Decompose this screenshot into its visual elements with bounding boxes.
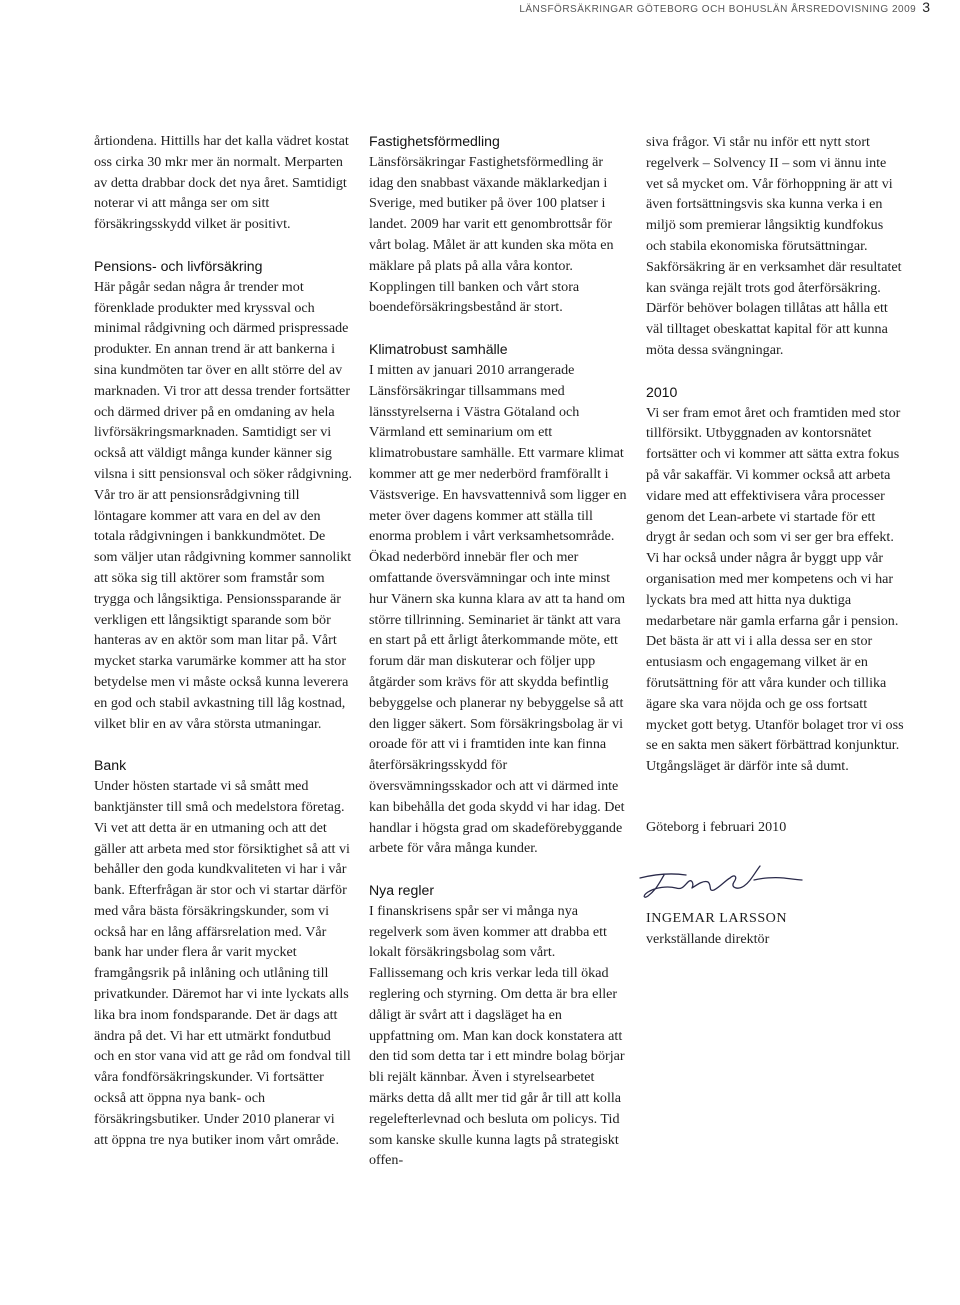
year-paragraph: Vi ser fram emot året och framtiden med stor tillförsikt. Utbyggnaden av kontorsnätet fortsätter och vi kommer att sätta extra fokus på vår sakaffär. Vi kommer också att arbeta vidare med att effektivisera våra processer genom det Lean-arbete vi startade för ett drygt år sedan och som vi ser ger bra effekt. Vi har också under några år byggt upp vår organisation med mer kompetens och vi har lyckats bra med att hitta nya duktiga medarbetare när gamla erfarna går i pension. Det bästa är att vi i alla dessa ser en stor entusiasm och engagemang vilket är en förutsättning för att våra kunder och tillika ägare ska vara nöjda och ge oss fortsatt mycket gott betyg. Utanför bolaget tror vi oss se en sakta men säkert förbättrad konjunktur. Utgångsläget är därför inte så dumt. (646, 404, 904, 775)
year-heading: 2010 (646, 383, 678, 400)
running-header (519, 0, 930, 17)
place-date: Göteborg i februari 2010 (646, 818, 787, 835)
klimat-paragraph: I mitten av januari 2010 arrangerade Länsförsäkringar tillsammans med länsstyrelserna i Västra Götaland och Värmland ett seminarium om ett klimatrobustare samhälle. Ett varmare klimat kommer att ge mer nederbörd framförallt i Västsverige. En havsvattennivå som ligger en meter över dagens kommer att ställa till enorma problem i vårt verksamhetsområde. Ökad nederbörd innebär fler och mer omfattande översvämningar och inte minst hur Vänern ska kunna klara av att ta hand om större tillrinning. Seminariet är tänkt att vara en start på ett årligt återkommande möte, ett forum där man diskuterar och följer upp åtgärder som krävs för att skydda befintlig bebyggelse och planerar ny bebyggelse så att den ligger säkert. Som försäkringsbolag är vi oroade för att vi i framtiden inte kan finna återförsäkringsskydd för översvämningsskador och att vi därmed inte kan bibehålla det goda skydd vi har idag. Det handlar i högsta grad om skadeförebyggande arbete för våra många kunder. (369, 361, 627, 857)
fastighet-heading: Fastighetsförmedling (369, 133, 500, 149)
continued-paragraph: siva frågor. Vi står nu inför ett nytt stort regelverk – Solvency II – som vi ännu inte vet så mycket om. Vår förhoppning är att vi även fortsättningsvis ska kunna verka i en miljö som premierar långsiktig kundfokus och stabila ekonomiska förutsättningar. Sakförsäkring är en verksamhet där resultatet kan svänga rejält trots god återförsäkring. Därför behöver bolagen tillåtas att hålla ett väl tilltaget obeskattat kapital för att kunna möta dessa svängningar. (646, 134, 902, 358)
signer-name: INGEMAR LARSSON (646, 909, 788, 926)
page-number: 3 (922, 0, 930, 15)
pension-paragraph: Här pågår sedan några år trender mot förenklade produkter med kryssval och minimal rådgivning och därmed prispressade produkter. En annan trend är att bankerna i sina kundmöten tar över en allt större del av marknaden. Vi tror att dessa trender fortsätter och därmed driver på en omdaning av hela livförsäkringsmarknaden. Samtidigt ser vi också att väldigt många kunder känner sig vilsna i sitt pensionsval och söker rådgivning. Vår tro är att pensionsrådgivning till löntagare kommer att vara en del av den totala rådgivningen i bankkundmötet. De som väljer utan rådgivning kommer sannolikt att söka sig till aktörer som framstår som trygga och långsiktiga. Pensionssparande är verkligen ett långsiktigt sparande som bör hanteras av en aktör som man litar på. Vårt mycket starka varumärke kommer att ha stor betydelse men vi måste också kunna leverera en god och stabil avkastning till låg kostnad, vilket blir en av våra största utmaningar. (94, 278, 352, 732)
klimat-heading: Klimatrobust samhälle (369, 341, 508, 358)
regler-paragraph: I finanskrisens spår ser vi många nya regelverk som även kommer att drabba ett lokalt försäkringsbolag som vårt. Fallissemang och kris verkar leda till ökad reglering och styrning. Om detta är bra eller dåligt är svårt att i dagsläget ha en uppfattning om. Man kan dock konstatera att den tid som detta tar i ett mindre bolag börjar bli rejält kännbar. Även i styrelsearbetet märks detta då allt mer tid går år till att kolla regelefterlevnad och besluta om policys. Tid som kanske skulle kunna lagts på strategiskt offen- (369, 902, 625, 1169)
bank-heading: Bank (94, 757, 127, 774)
pension-heading: Pensions- och livförsäkring (94, 257, 263, 274)
signer-title: verkställande direktör (646, 930, 770, 947)
text-column-1 (94, 131, 352, 1150)
running-title: LÄNSFÖRSÄKRINGAR GÖTEBORG OCH BOHUSLÄN ÅRSREDOVISNING 2009 (519, 4, 917, 15)
bank-paragraph: Under hösten startade vi så smått med banktjänster till små och medelstora företag. Vi vet att detta är en utmaning och att det gäller att arbeta med stor försiktighet så att vi behåller den goda kundkvaliteten vi har i vår bank. Efterfrågan är stor och vi startar därför med våra bästa försäkringskunder, som vi också har en lång affärsrelation med. Vår bank har under flera år varit mycket framgångsrik på inlåning och utlåning till privatkunder. Däremot har vi inte lyckats alls lika bra inom fondsparande. Det är dags att ändra på det. Vi har ett utmärkt fondutbud och en stor vana vid att ge råd om fondval till våra fondförsäkringskunder. Vi fortsätter också att öppna nya bank- och försäkringsbutiker. Under 2010 planerar vi att öppna tre nya butiker inom vårt område. (94, 778, 351, 1148)
handwritten-signature (634, 860, 804, 904)
fastighet-paragraph: Länsförsäkringar Fastighetsförmedling är idag den snabbast växande mäklarkedjan i Sverige, med butiker på över 100 platser i landet. 2009 har varit ett genombrottsår för vårt bolag. Målet är att kunden ska möta en mäklare på plats på alla våra kontor. Kopplingen till banken och vårt stora boendeförsäkringsbestånd är stort. (369, 153, 614, 316)
intro-paragraph: årtiondena. Hittills har det kalla vädret kostat oss cirka 30 mkr mer än normalt. Merparten av detta drabbar dock det nya året. Samtidigt noterar vi att många ser om sitt försäkringsskydd vilket är positivt. (94, 133, 349, 233)
text-column-3 (646, 132, 904, 949)
text-column-2 (369, 131, 627, 1171)
regler-heading: Nya regler (369, 882, 435, 899)
